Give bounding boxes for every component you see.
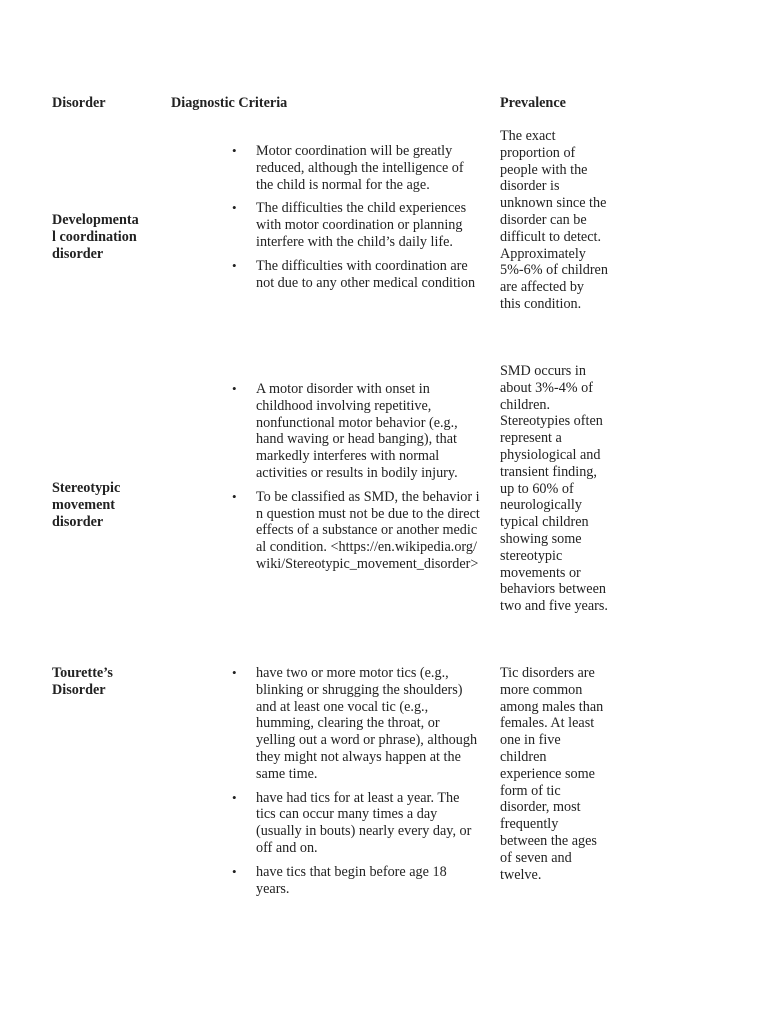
bullet-icon: • <box>232 257 237 273</box>
disorder-name-line: disorder <box>52 246 104 262</box>
criteria-list-stereotypic-movement <box>230 381 480 580</box>
bullet-icon: • <box>232 381 237 396</box>
prevalence-developmental-coordination: The exact proportion of people with the disorder is unknown since the disorder can be difficult to detect. Approximately 5%-6% of children are affected by this condition. <box>500 128 608 312</box>
disorder-name-line: l coordination <box>52 229 137 245</box>
prevalence-tourettes: Tic disorders are more common among males than females. At least one in five children experience some form of tic disorder, most frequently between the ages of seven and twelve. <box>500 665 604 883</box>
disorder-name-developmental-coordination <box>52 212 152 263</box>
prevalence-stereotypic-movement: SMD occurs in about 3%-4% of children. Stereotypies often represent a physiological and transient finding, up to 60% of neurologically typical children showing some stereotypic movements or behaviors between two and five years. <box>500 363 608 615</box>
header-diagnostic-criteria: Diagnostic Criteria <box>171 95 288 111</box>
criteria-list-tourettes <box>230 665 480 904</box>
header-prevalence: Prevalence <box>500 95 566 111</box>
criteria-item: • The difficulties the child experiences with motor coordination or planning interfere with the child’s daily life. <box>232 200 467 250</box>
disorder-name-line: Developmenta <box>52 212 139 228</box>
bullet-icon: • <box>232 863 237 879</box>
bullet-icon: • <box>232 789 237 805</box>
bullet-icon: • <box>232 143 237 158</box>
criteria-item: • Motor coordination will be greatly reduced, although the intelligence of the child is normal for the age. <box>232 143 464 193</box>
bullet-icon: • <box>232 665 237 680</box>
disorder-name-stereotypic-movement: Stereotypic movement disorder <box>52 480 121 530</box>
criteria-item: • A motor disorder with onset in childhood involving repetitive, nonfunctional motor behavior (e.g., hand waving or head banging), that markedly interferes with normal activities or results in bodily injury. <box>232 381 458 481</box>
criteria-item: • To be classified as SMD, the behavior in question must not be due to the direct effects of a substance or another medical condition. <https://en.wikipedia.org/wiki/Stereotypic_movement_disorder> <box>232 488 480 572</box>
criteria-item: • have had tics for at least a year. The tics can occur many times a day (usually in bouts) nearly every day, or off and on. <box>232 789 472 856</box>
header-disorder: Disorder <box>52 95 106 111</box>
criteria-list-developmental-coordination <box>230 143 480 298</box>
criteria-item: • have tics that begin before age 18 years. <box>232 863 447 897</box>
bullet-icon: • <box>232 200 237 216</box>
disorder-name-tourettes: Tourette’s Disorder <box>52 665 113 698</box>
criteria-item: • have two or more motor tics (e.g., blinking or shrugging the shoulders) and at least one vocal tic (e.g., humming, clearing the throat, or yelling out a word or phrase), although they might not always happen at the same time. <box>232 665 478 782</box>
bullet-icon: • <box>232 488 237 504</box>
criteria-item: • The difficulties with coordination are not due to any other medical condition <box>232 257 476 291</box>
